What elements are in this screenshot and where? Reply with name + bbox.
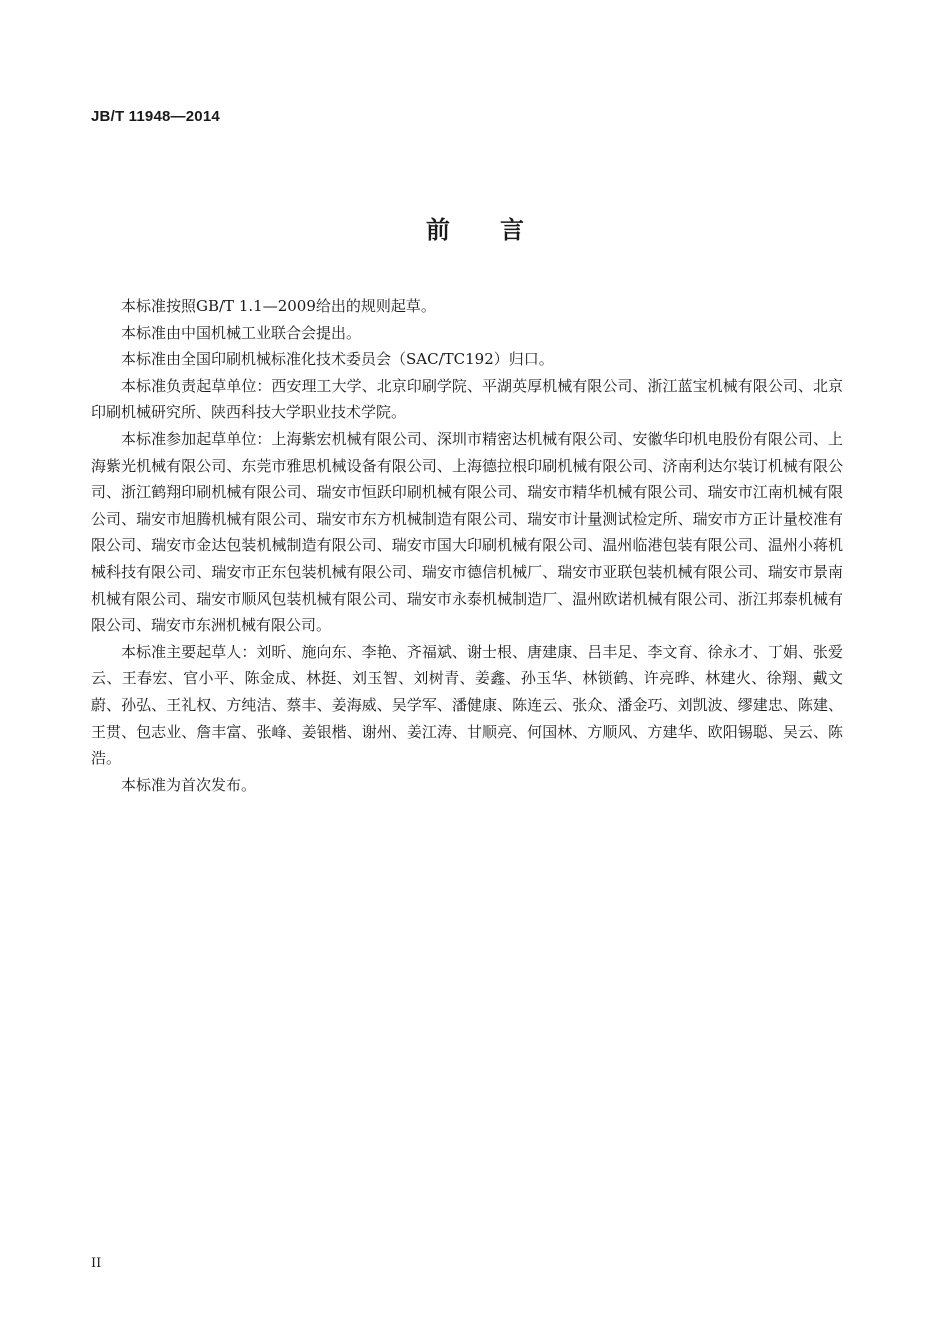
title-char-2: 言: [500, 216, 524, 244]
paragraph-participating-units: 本标准参加起草单位：上海紫宏机械有限公司、深圳市精密达机械有限公司、安徽华印机电股份有限公司、上海紫光机械有限公司、东莞市雅思机械设备有限公司、上海德拉根印刷机械有限公司、济南利达尔装订机械有限公司、浙江鹤翔印刷机械有限公司、瑞安市恒跃印刷机械有限公司、瑞安市精华机械有限公司、瑞安市江南机械有限公司、瑞安市旭腾机械有限公司、瑞安市东方机械制造有限公司、瑞安市计量测试检定所、瑞安市方正计量校准有限公司、瑞安市金达包装机械制造有限公司、瑞安市国大印刷机械有限公司、温州临港包装有限公司、温州小蒋机械科技有限公司、瑞安市正东包装机械有限公司、瑞安市德信机械厂、瑞安市亚联包装机械有限公司、瑞安市景南机械有限公司、瑞安市顺风包装机械有限公司、瑞安市永泰机械制造厂、温州欧诺机械有限公司、浙江邦泰机械有限公司、瑞安市东洲机械有限公司。: [91, 429, 843, 635]
paragraph-main-drafters: 本标准主要起草人：刘昕、施向东、李艳、齐福斌、谢士根、唐建康、吕丰足、李文育、徐永才、丁娟、张爱云、王春宏、官小平、陈金成、林挺、刘玉智、刘树青、姜鑫、孙玉华、林锁鹤、许亮晔、林建火、徐翔、戴文蔚、孙弘、王礼权、方纯洁、蔡丰、姜海威、吴学军、潘健康、陈连云、张众、潘金巧、刘凯波、缪建忠、陈建、王贯、包志业、詹丰富、张峰、姜银楷、谢州、姜江涛、甘顺亮、何国林、方顺风、方建华、欧阳锡聪、吴云、陈浩。: [91, 642, 843, 768]
paragraph-drafting-rules: 本标准按照GB/T 1.1—2009给出的规则起草。: [121, 297, 436, 315]
page-title: [0, 210, 950, 245]
paragraph-proposed-by: 本标准由中国机械工业联合会提出。: [121, 323, 362, 342]
foreword-body: [91, 293, 843, 798]
paragraph-under-jurisdiction: 本标准由全国印刷机械标准化技术委员会（SAC/TC192）归口。: [121, 350, 554, 369]
page-number: II: [91, 1256, 102, 1271]
paragraph-first-issue: 本标准为首次发布。: [121, 775, 257, 794]
paragraph-lead-drafting-units: 本标准负责起草单位：西安理工大学、北京印刷学院、平湖英厚机械有限公司、浙江蓝宝机械有限公司、北京印刷机械研究所、陕西科技大学职业技术学院。: [91, 376, 843, 422]
standard-number: JB/T 11948—2014: [91, 108, 220, 125]
title-char-1: 前: [426, 216, 450, 244]
